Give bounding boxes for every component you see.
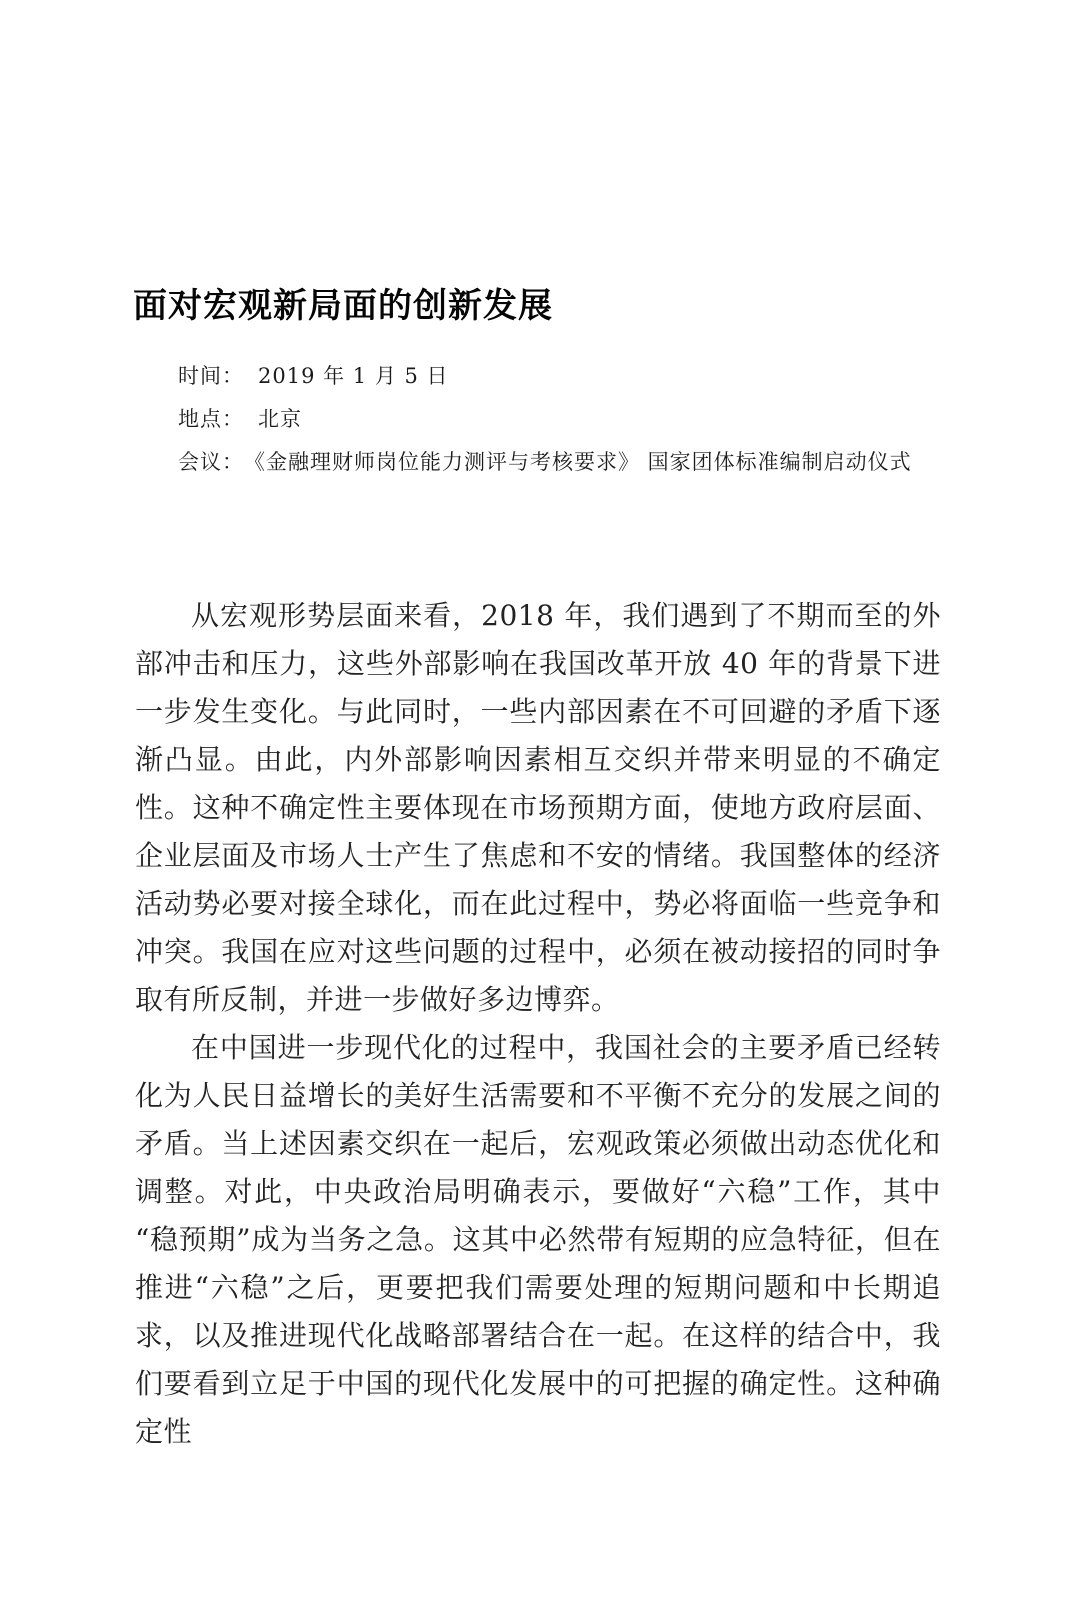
- paragraph-1: 从宏观形势层面来看，2018 年，我们遇到了不期而至的外部冲击和压力，这些外部影响在我国改革开放 40 年的背景下进一步发生变化。与此同时，一些内部因素在不可回避的矛盾下逐渐凸显。由此，内外部影响因素相互交织并带来明显的不确定性。这种不确定性主要体现在市场预期方面，使地方政府层面、企业层面及市场人士产生了焦虑和不安的情绪。我国整体的经济活动势必要对接全球化，而在此过程中，势必将面临一些竞争和冲突。我国在应对这些问题的过程中，必须在被动接招的同时争取有所反制，并进一步做好多边博弈。: [135, 599, 941, 1016]
- paragraph-2: 在中国进一步现代化的过程中，我国社会的主要矛盾已经转化为人民日益增长的美好生活需要和不平衡不充分的发展之间的矛盾。当上述因素交织在一起后，宏观政策必须做出动态优化和调整。对此，中央政治局明确表示，要做好“六稳”工作，其中“稳预期”成为当务之急。这其中必然带有短期的应急特征，但在推进“六稳”之后，更要把我们需要处理的短期问题和中长期追求，以及推进现代化战略部署结合在一起。在这样的结合中，我们要看到立足于中国的现代化发展中的可把握的确定性。这种确定性: [135, 1031, 941, 1448]
- meta-label-meeting: 会议：: [178, 450, 244, 474]
- meta-block: [178, 355, 948, 484]
- meta-row-meeting: [178, 441, 948, 484]
- meta-value-place: 北京: [258, 407, 302, 431]
- meta-row-place: [178, 398, 948, 441]
- body-text: [135, 592, 941, 1456]
- meta-row-time: [178, 355, 948, 398]
- meta-label-place: 地点：: [178, 407, 244, 431]
- meta-value-time: 2019 年 1 月 5 日: [258, 364, 449, 388]
- meta-label-time: 时间：: [178, 364, 244, 388]
- meta-value-meeting: 《金融理财师岗位能力测评与考核要求》 国家团体标准编制启动仪式: [244, 450, 912, 474]
- page-title: 面对宏观新局面的创新发展: [133, 286, 553, 326]
